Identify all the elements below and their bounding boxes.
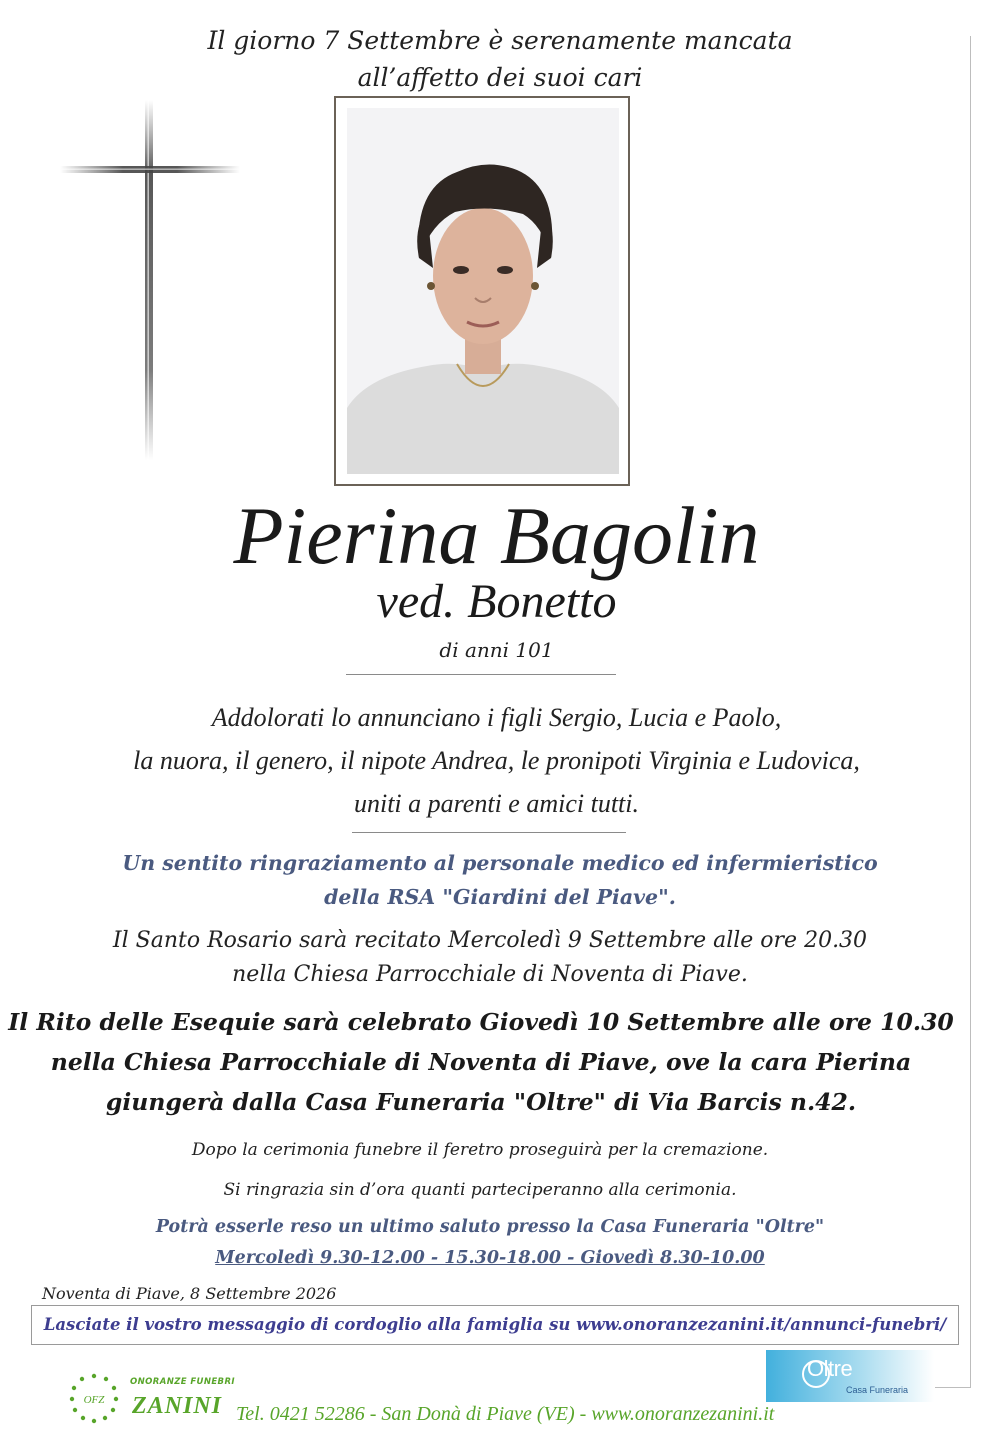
after-line-2: Si ringrazia sin d’ora quanti parteciperanno alla cerimonia. (223, 1180, 737, 1200)
thanks-note (90, 846, 910, 914)
thanks-line-1: Un sentito ringraziamento al personale medico ed infermieristico (122, 851, 878, 875)
ofz-initials: OFZ (83, 1394, 105, 1406)
portrait-photo (347, 108, 619, 474)
married-name: ved. Bonetto (376, 575, 617, 628)
rosary-info (60, 924, 920, 992)
intro-line-1: Il giorno 7 Settembre è serenamente mancata (207, 26, 793, 55)
divider (352, 832, 626, 833)
visit-line-1: Potrà esserle reso un ultimo saluto presso la Casa Funeraria "Oltre" (155, 1217, 825, 1237)
rosary-line-2: nella Chiesa Parrocchiale di Noventa di Piave. (232, 962, 748, 987)
oltre-logo (766, 1350, 934, 1402)
announcement (20, 696, 973, 825)
contact-info[interactable]: Tel. 0421 52286 - San Donà di Piave (VE) - www.onoranzezanini.it (236, 1403, 775, 1425)
funeral-line-1: Il Rito delle Esequie sarà celebrato Giovedì 10 Settembre alle ore 10.30 (8, 1008, 954, 1036)
after-ceremony-note (90, 1130, 870, 1210)
funeral-line-2: nella Chiesa Parrocchiale di Noventa di Piave, ove la cara Pierina (50, 1048, 912, 1076)
place-date: Noventa di Piave, 8 Settembre 2026 (42, 1284, 337, 1303)
portrait-frame (334, 96, 630, 486)
deceased-name: Pierina Bagolin (233, 490, 760, 581)
announcement-line-3: uniti a parenti e amici tutti. (353, 789, 639, 818)
after-line-1: Dopo la cerimonia funebre il feretro proseguirà per la cremazione. (191, 1140, 769, 1160)
announcement-line-2: la nuora, il genero, il nipote Andrea, le pronipoti Virginia e Ludovica, (133, 746, 860, 775)
announcement-line-1: Addolorati lo annunciano i figli Sergio, Lucia e Paolo, (211, 703, 782, 732)
cross-icon (60, 80, 240, 470)
oltre-wordmark: Oltre (807, 1356, 853, 1381)
visit-hours: Mercoledì 9.30-12.00 - 15.30-18.00 - Giovedì 8.30-10.00 (215, 1248, 765, 1268)
funeral-line-3: giungerà dalla Casa Funeraria "Oltre" di Via Barcis n.42. (105, 1088, 857, 1116)
oltre-subtitle: Casa Funeraria (846, 1385, 909, 1395)
brand-name: ZANINI (132, 1393, 223, 1419)
rosary-line-1: Il Santo Rosario sarà recitato Mercoledì 9 Settembre alle ore 20.30 (112, 928, 868, 953)
ofz-logo (64, 1372, 124, 1424)
divider (346, 674, 616, 675)
deceased-age: di anni 101 (439, 638, 554, 662)
page-border-bottom (935, 1387, 971, 1388)
intro-line-2: all’affetto dei suoi cari (357, 63, 643, 92)
visitation-info (90, 1212, 890, 1274)
condolence-message-link[interactable]: Lasciate il vostro messaggio di cordoglio alla famiglia su www.onoranzezanini.it/annunci-funebri/ (31, 1305, 959, 1345)
funeral-info (0, 1002, 962, 1122)
brand-subtitle: ONORANZE FUNEBRI (130, 1377, 235, 1387)
thanks-line-2: della RSA "Giardini del Piave". (324, 885, 676, 909)
